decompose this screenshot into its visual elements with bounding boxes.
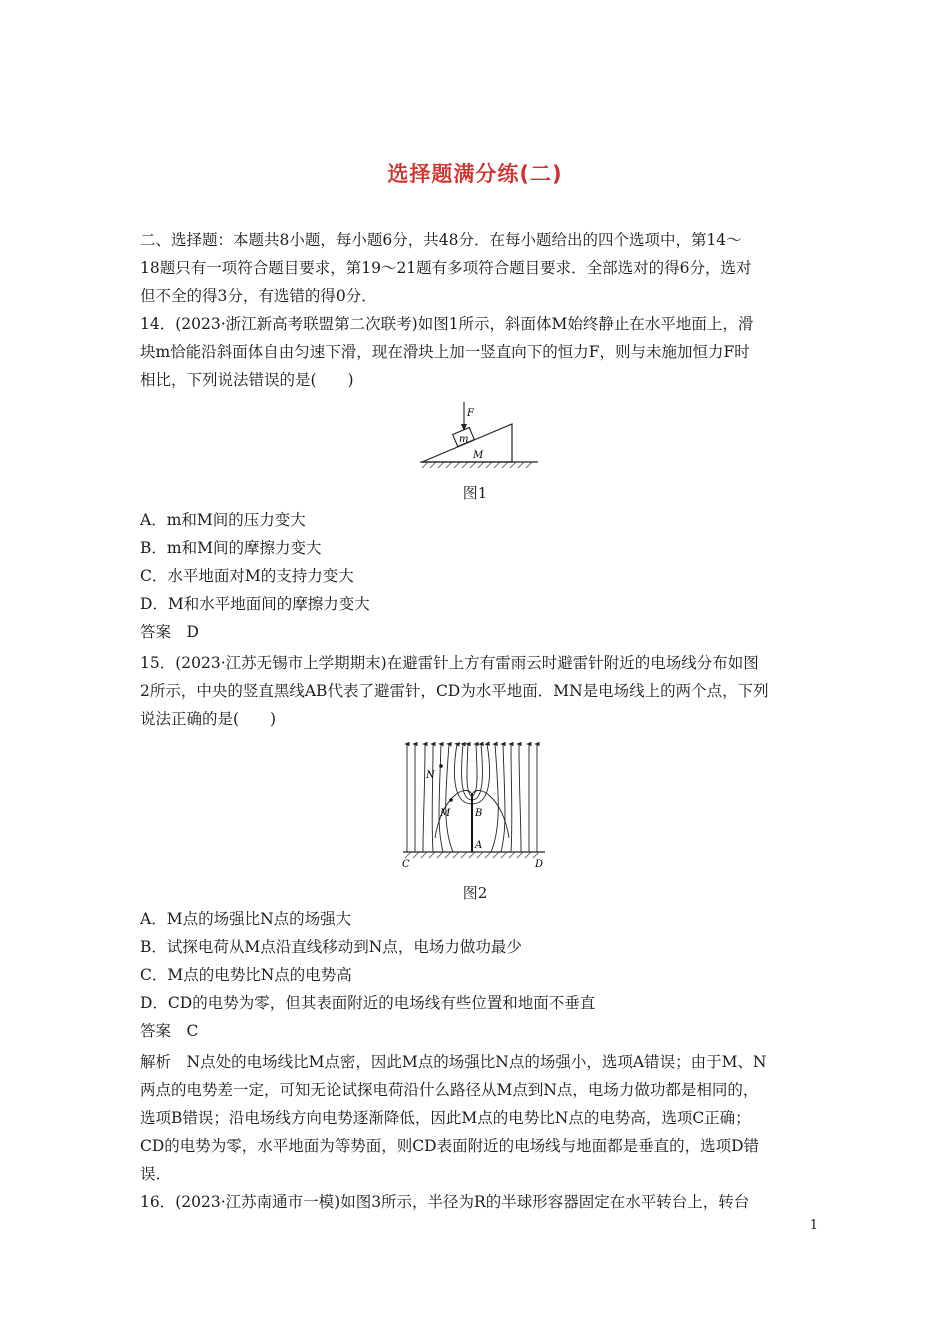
- page-number: 1: [809, 1218, 818, 1233]
- label-c: C: [402, 859, 410, 870]
- q15-option-b: B．试探电荷从M点沿直线移动到N点，电场力做功最少: [140, 938, 522, 956]
- q15-analysis-line-3: 选项B错误；沿电场线方向电势逐渐降低，因此M点的电势比N点的电势高，选项C正确；: [140, 1109, 751, 1127]
- force-label: F: [467, 408, 474, 419]
- q15-stem-line-3: 说法正确的是( ): [140, 710, 277, 728]
- page-title: 选择题满分练(二): [387, 162, 563, 186]
- label-d: D: [535, 859, 544, 870]
- q15-analysis-line-4: CD的电势为零，水平地面为等势面，则CD表面附近的电场线与地面都是垂直的，选项D错: [140, 1137, 760, 1155]
- q15-option-c: C．M点的电势比N点的电势高: [140, 966, 352, 984]
- intro-line-2: 18题只有一项符合题目要求，第19～21题有多项符合题目要求．全部选对的得6分，选对: [140, 259, 752, 277]
- q14-stem-line-3: 相比，下列说法错误的是( ): [140, 371, 354, 389]
- ground-hatch: [405, 852, 539, 858]
- ground-hatch: [422, 462, 532, 468]
- q14-option-c: C．水平地面对M的支持力变大: [140, 567, 354, 585]
- q15-answer: 答案 C: [140, 1022, 199, 1040]
- q14-option-d: D．M和水平地面间的摩擦力变大: [140, 595, 370, 613]
- q14-stem-line-1: 14．(2023·浙江新高考联盟第二次联考)如图1所示，斜面体M始终静止在水平地面上，滑: [140, 315, 754, 333]
- q15-analysis-line-2: 两点的电势差一定，可知无论试探电荷沿什么路径从M点到N点，电场力做功都是相同的，: [140, 1081, 759, 1099]
- label-b: B: [475, 808, 483, 819]
- label-m: M: [440, 808, 451, 819]
- figure-2-field-lines: [395, 738, 555, 872]
- point-m: [449, 798, 453, 802]
- q14-option-b: B．m和M间的摩擦力变大: [140, 539, 322, 557]
- q15-stem-line-1: 15．(2023·江苏无锡市上学期期末)在避雷针上方有雷雨云时避雷针附近的电场线分布如图: [140, 654, 759, 672]
- label-n: N: [426, 770, 435, 781]
- q15-option-a: A．M点的场强比N点的场强大: [140, 910, 352, 928]
- intro-line-3: 但不全的得3分，有选错的得0分．: [140, 287, 377, 305]
- q15-analysis-line-5: 误．: [140, 1165, 172, 1183]
- q16-stem-line-1: 16．(2023·江苏南通市一模)如图3所示，半径为R的半球形容器固定在水平转台上，转台: [140, 1193, 750, 1211]
- q14-stem-line-2: 块m恰能沿斜面体自由匀速下滑，现在滑块上加一竖直向下的恒力F，则与未施加恒力F时: [140, 343, 750, 361]
- q15-stem-line-2: 2所示，中央的竖直黑线AB代表了避雷针，CD为水平地面．MN是电场线上的两个点，下列: [140, 682, 769, 700]
- figure-2-caption: 图2: [462, 884, 488, 902]
- intro-line-1: 二、选择题：本题共8小题，每小题6分，共48分．在每小题给出的四个选项中，第14～: [140, 231, 742, 249]
- figure-1-caption: 图1: [462, 484, 488, 502]
- figure-1-incline: [410, 400, 550, 470]
- q14-answer: 答案 D: [140, 623, 199, 641]
- block-label: m: [459, 434, 469, 445]
- q15-option-d: D．CD的电势为零，但其表面附近的电场线有些位置和地面不垂直: [140, 994, 596, 1012]
- point-n: [439, 764, 443, 768]
- q14-option-a: A．m和M间的压力变大: [140, 511, 306, 529]
- wedge-label: M: [473, 450, 484, 461]
- label-a: A: [475, 840, 483, 851]
- q15-analysis-line-1: 解析 N点处的电场线比M点密，因此M点的场强比N点的场强小，选项A错误；由于M、N: [140, 1053, 767, 1071]
